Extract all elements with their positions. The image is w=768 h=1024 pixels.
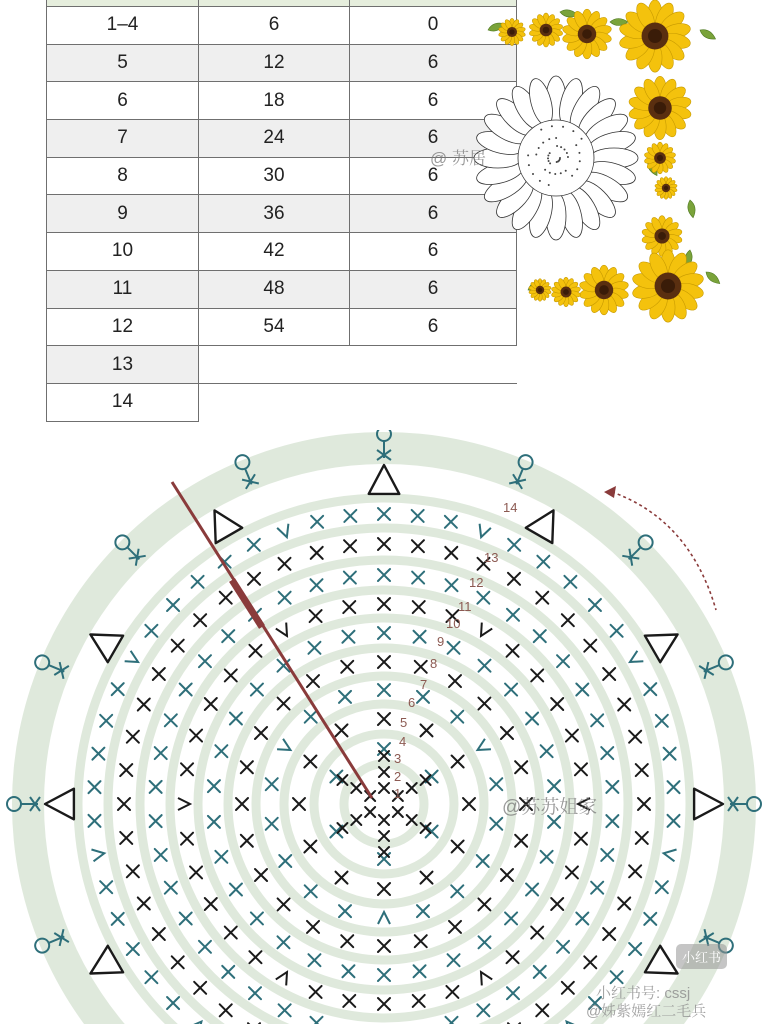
stitches-cell: 6 (199, 7, 350, 45)
round-label: 14 (503, 500, 518, 515)
leaf-icon (698, 27, 717, 42)
round-cell: 14 (47, 383, 199, 421)
round-cell: 9 (47, 195, 199, 233)
sunflower-icon (628, 76, 692, 139)
stitches-cell: 30 (199, 157, 350, 195)
sunflower-icon (528, 279, 551, 302)
round-cell: 13 (47, 346, 199, 384)
stitches-cell: 12 (199, 44, 350, 82)
stitches-cell: 54 (199, 308, 350, 346)
stitches-cell: 18 (199, 82, 350, 120)
round-label: 6 (408, 695, 416, 710)
increase-cell: 6 (350, 270, 517, 308)
round-label: 7 (420, 677, 428, 692)
stitches-cell: 24 (199, 120, 350, 158)
round-label: 12 (469, 575, 484, 590)
round-label: 9 (437, 634, 445, 649)
round-cell: 5 (47, 44, 199, 82)
sunflower-icon (551, 277, 581, 306)
sunflower-icon (641, 216, 682, 257)
app-badge: 小红书 (676, 944, 727, 969)
stitches-cell: 36 (199, 195, 350, 233)
round-label: 4 (399, 734, 407, 749)
sunflower-icon (654, 177, 677, 200)
round-cell: 7 (47, 120, 199, 158)
round-label: 5 (400, 715, 408, 730)
increase-cell: 6 (350, 157, 517, 195)
round-cell: 8 (47, 157, 199, 195)
sunflower-icon (644, 142, 676, 174)
watermark-top: @ 苏居 (430, 149, 486, 168)
arrowhead-icon (604, 486, 616, 498)
increase-cell: 0 (350, 7, 517, 45)
round-label: 2 (394, 769, 402, 784)
round-cell: 6 (47, 82, 199, 120)
crochet-chart (0, 430, 768, 1024)
round-label: 3 (394, 751, 402, 766)
round-cell: 11 (47, 270, 199, 308)
round-cell: 10 (47, 233, 199, 271)
leaf-icon (704, 269, 722, 286)
watermark-bottom-id: 小红书号: cssj (596, 985, 691, 1002)
sunflower-decoration (0, 0, 768, 430)
watermark-bottom-author: @姊紫嫣红二毛兵 (586, 1003, 707, 1020)
sunflower-outline-icon (474, 76, 638, 240)
stitches-cell: 42 (199, 233, 350, 271)
round-label: 1 (394, 786, 402, 801)
increase-cell: 6 (350, 120, 517, 158)
increase-cell: 6 (350, 195, 517, 233)
stitches-cell: 48 (199, 270, 350, 308)
increase-cell: 6 (350, 44, 517, 82)
increase-cell: 6 (350, 82, 517, 120)
sunflower-icon (498, 18, 526, 45)
sunflower-icon (618, 0, 692, 72)
round-label: 11 (458, 599, 472, 614)
leaf-icon (687, 199, 697, 218)
round-label: 10 (446, 616, 461, 631)
increase-cell: 6 (350, 233, 517, 271)
round-label: 13 (484, 550, 499, 565)
round-cell: 12 (47, 308, 199, 346)
increase-cell: 6 (350, 308, 517, 346)
chart-rings (12, 432, 756, 1024)
round-label: 8 (430, 656, 438, 671)
round-cell: 1–4 (47, 7, 199, 45)
sunflower-icon (529, 13, 564, 47)
sunflower-icon (631, 250, 705, 322)
watermark-middle: @苏苏姐家 (502, 797, 598, 818)
sunflower-icon (579, 265, 630, 315)
